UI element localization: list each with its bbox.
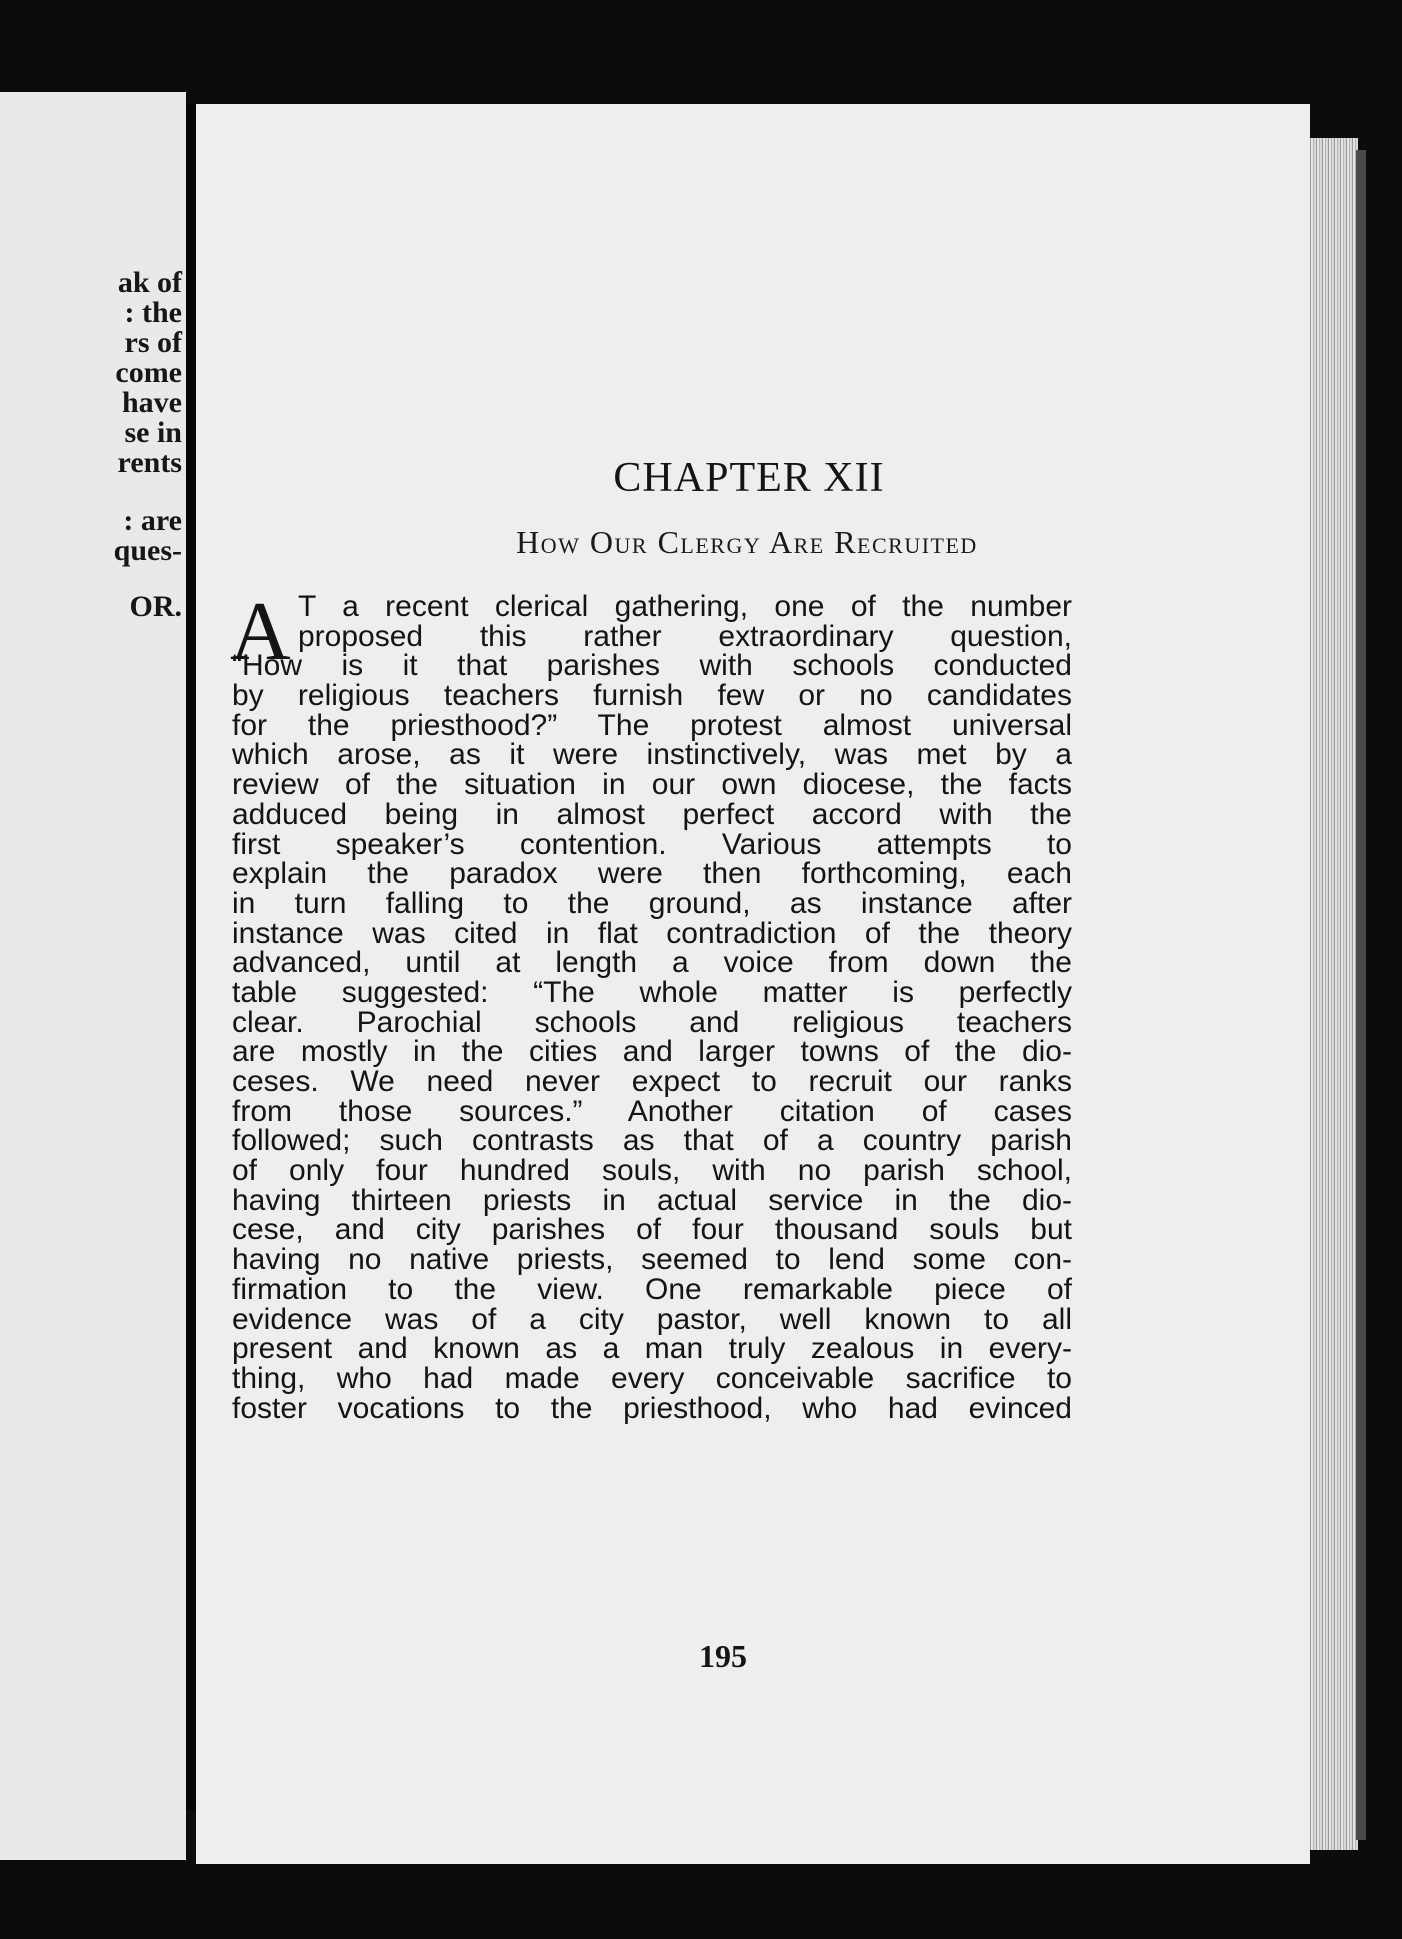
left-page-fragment: : the — [124, 296, 182, 329]
text-line: clear. Parochial schools and religious teachers — [232, 1005, 1072, 1039]
text-line: advanced, until at length a voice from down the — [232, 946, 1072, 980]
text-line: are mostly in the cities and larger towns of the dio- — [232, 1035, 1072, 1069]
text-line: T a recent clerical gathering, one of the number — [298, 590, 1072, 623]
left-page-fragment: ques- — [113, 534, 182, 567]
left-page-fragment: : are — [123, 504, 182, 537]
right-page — [196, 104, 1310, 1864]
drop-cap: A — [230, 585, 291, 678]
text-line: review of the situation in our own diocese, the facts — [232, 768, 1072, 802]
left-page-fragment: have — [122, 386, 182, 419]
left-page-fragment: OR. — [129, 590, 182, 623]
left-page-fragment: come — [115, 356, 182, 389]
text-line: for the priesthood?” The protest almost universal — [232, 708, 1072, 742]
text-line: by religious teachers furnish few or no candidates — [232, 679, 1072, 713]
text-line: followed; such contrasts as that of a country parish — [232, 1124, 1072, 1158]
left-page-fragment: rents — [117, 446, 182, 479]
text-line: cese, and city parishes of four thousand souls but — [232, 1213, 1072, 1247]
text-line: table suggested: “The whole matter is perfectly — [232, 975, 1072, 1009]
left-page-fragment: ak of — [117, 266, 182, 299]
text-line: which arose, as it were instinctively, was met by a — [232, 738, 1072, 772]
text-line: firmation to the view. One remarkable piece of — [232, 1272, 1072, 1306]
text-line: having no native priests, seemed to lend some con- — [232, 1243, 1072, 1277]
text-line: instance was cited in flat contradiction of the theory — [232, 916, 1072, 950]
chapter-title: CHAPTER XII — [613, 455, 885, 501]
text-line: thing, who had made every conceivable sacrifice to — [232, 1361, 1072, 1395]
left-page-fragment: rs of — [124, 326, 182, 359]
text-line: ceses. We need never expect to recruit our ranks — [232, 1065, 1072, 1098]
text-line: in turn falling to the ground, as instance after — [232, 886, 1072, 920]
text-line: evidence was of a city pastor, well known to all — [232, 1302, 1072, 1336]
left-page-fragment: se in — [124, 416, 182, 449]
page-edges — [1302, 138, 1358, 1850]
text-line: foster vocations to the priesthood, who had evinced — [232, 1391, 1072, 1425]
page-number: 195 — [699, 1638, 747, 1674]
body-text — [230, 585, 1072, 1425]
text-line: from those sources.” Another citation of cases — [232, 1094, 1072, 1128]
chapter-subtitle: How Our Clergy Are Recruited — [516, 524, 978, 560]
text-line: “How is it that parishes with schools conducted — [232, 649, 1072, 683]
text-line: proposed this rather extraordinary question, — [298, 619, 1072, 653]
text-line: present and known as a man truly zealous in every- — [232, 1332, 1072, 1366]
left-facing-page — [0, 92, 186, 1860]
text-line: of only four hundred souls, with no parish school, — [232, 1154, 1072, 1188]
text-line: first speaker’s contention. Various attempts to — [232, 827, 1072, 861]
text-line: adduced being in almost perfect accord with the — [232, 797, 1072, 831]
page-edge-shadow — [1356, 150, 1366, 1840]
text-line: having thirteen priests in actual service in the dio- — [232, 1183, 1072, 1217]
text-line: explain the paradox were then forthcoming, each — [232, 857, 1072, 891]
